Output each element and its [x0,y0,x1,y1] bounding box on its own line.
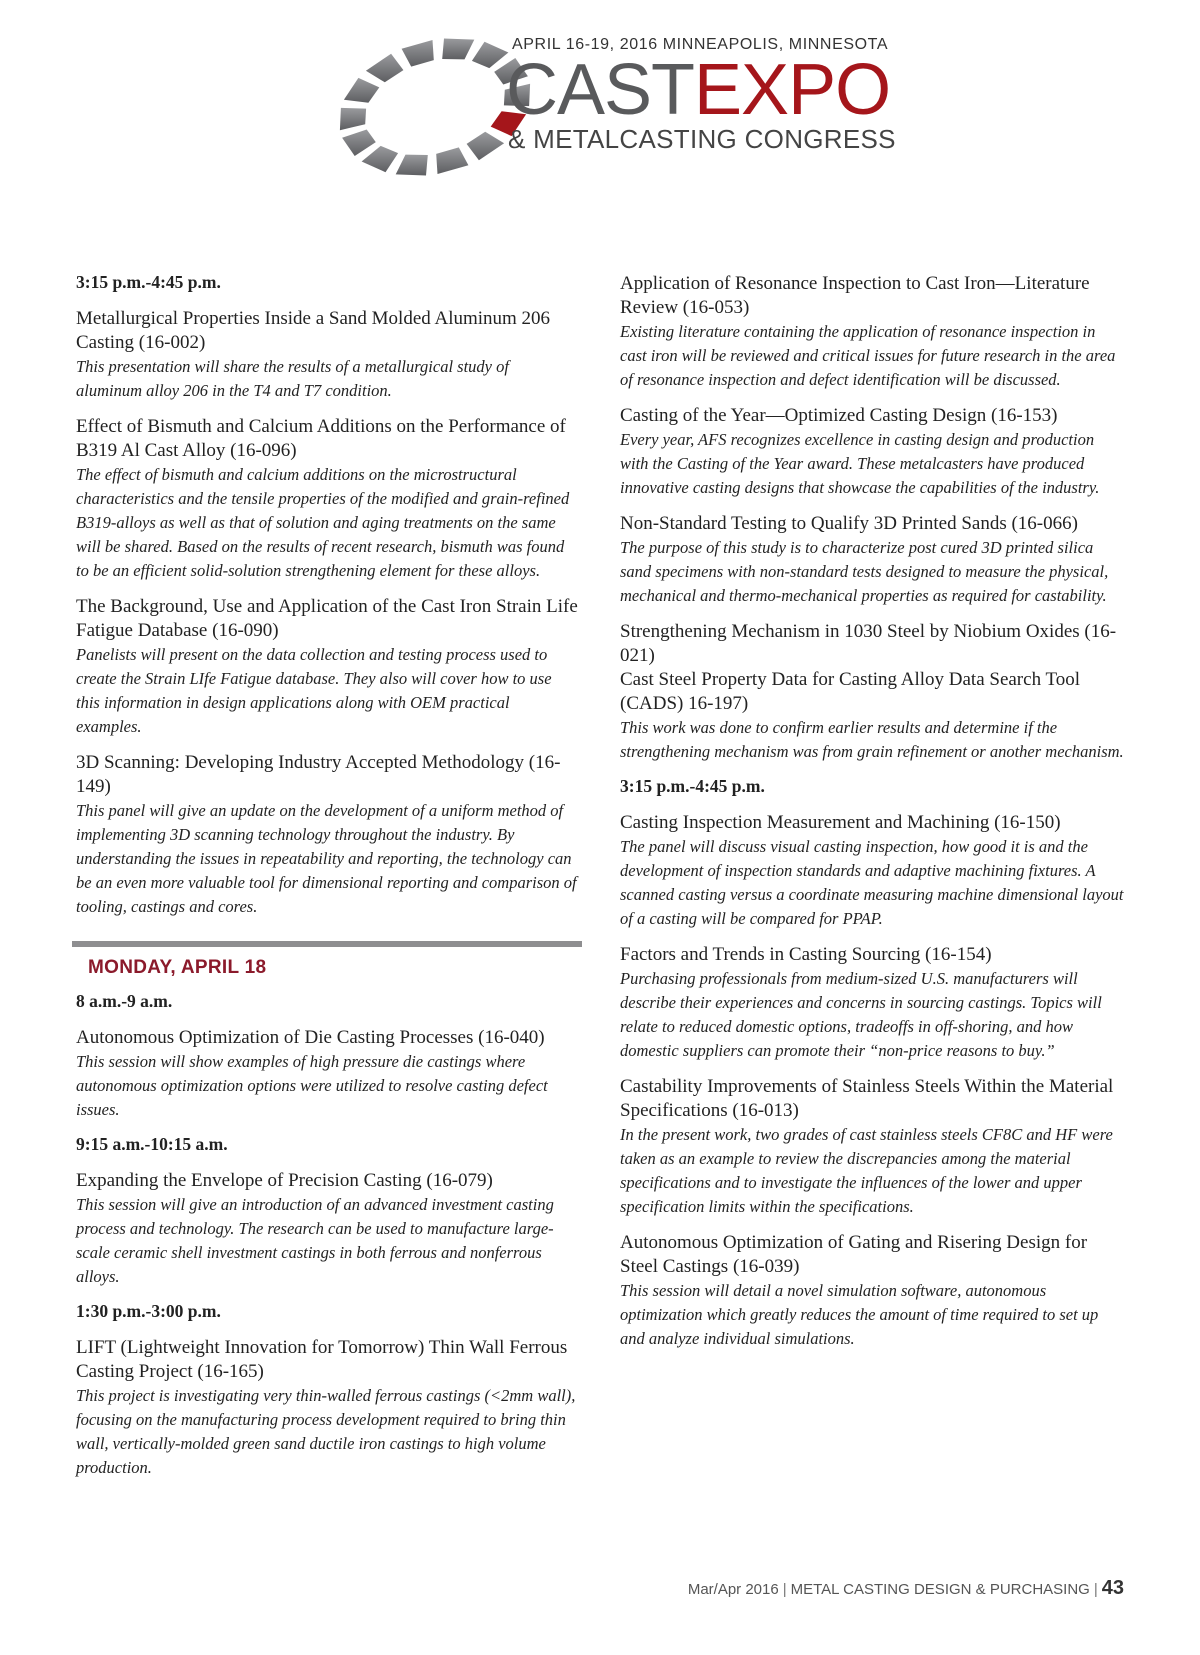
left-column [76,272,578,1492]
session-description: This panel will give an update on the development of a uniform method of implementing 3D scanning technology throughout the industry. By understanding the issues in repeatability and reporting, the technology can be an even more valuable tool for dimensional reporting and comparison of tooling, castings and cores. [76,801,577,916]
session-item [620,811,1126,931]
session-title: Effect of Bismuth and Calcium Additions on the Performance of B319 Al Cast Alloy (16-096) [76,416,566,461]
session-title: The Background, Use and Application of the Cast Iron Strain Life Fatigue Database (16-090) [76,596,578,641]
day-heading: MONDAY, APRIL 18 [88,957,267,978]
session-title: Factors and Trends in Casting Sourcing (16-154) [620,944,992,965]
logo-ring-segment [344,78,379,103]
session-description: Panelists will present on the data collection and testing process used to create the Strain LIfe Fatigue database. They also will cover how to use this information in design applications along with OEM practical examples. [76,645,552,736]
time-slot: 3:15 p.m.-4:45 p.m. [76,272,221,292]
session-description: Existing literature containing the application of resonance inspection in cast iron will be reviewed and critical issues for future research in the area of resonance inspection and defect identification will be discussed. [620,322,1116,389]
session-title: Non-Standard Testing to Qualify 3D Printed Sands (16-066) [620,513,1078,534]
session-title: LIFT (Lightweight Innovation for Tomorrow) Thin Wall Ferrous Casting Project (16-165) [76,1337,568,1382]
logo-ring-segment [467,132,505,161]
session-item [76,1026,578,1122]
session-item [76,751,578,919]
logo-ring-segment [472,42,509,68]
page-header [0,0,1200,210]
logo-ring-segment [340,108,366,130]
time-slot: 8 a.m.-9 a.m. [76,991,173,1011]
time-slot: 3:15 p.m.-4:45 p.m. [620,776,765,796]
event-date: APRIL 16-19, 2016 MINNEAPOLIS, MINNESOTA [512,36,889,53]
session-item [76,415,578,583]
page-footer [688,1577,1124,1600]
session-title: Strengthening Mechanism in 1030 Steel by Niobium Oxides (16-021) [620,621,1117,666]
session-title: Autonomous Optimization of Gating and Risering Design for Steel Castings (16-039) [620,1232,1088,1277]
brand-cast: CAST [506,50,695,130]
session-title: Castability Improvements of Stainless Steels Within the Material Specifications (16-013) [620,1076,1114,1121]
session-description: Purchasing professionals from medium-sized U.S. manufacturers will describe their experiences and concerns in sourcing castings. Topics will relate to reduced domestic options, tradeoffs in off-shoring, and how domestic suppliers can promote their “non-price reasons to buy.” [620,969,1102,1060]
brand-expo: EXPO [694,50,891,130]
session-title: Autonomous Optimization of Die Casting Processes (16-040) [76,1027,545,1048]
logo-ring-segment [396,155,428,176]
session-item [620,272,1126,392]
session-title: Application of Resonance Inspection to Cast Iron—Literature Review (16-053) [620,273,1090,318]
brand-congress: & METALCASTING CONGRESS [508,124,896,154]
session-description: The panel will discuss visual casting inspection, how good it is and the development of inspection standards and adaptive machining fixtures. A scanned casting versus a coordinate measuring machine dimensional layout of a casting will be compared for PPAP. [620,837,1124,928]
session-description: Every year, AFS recognizes excellence in casting design and production with the Casting of the Year award. These metalcasters have produced innovative casting designs that showcase the capabilities of the industry. [620,430,1100,497]
session-item [620,404,1126,500]
page-number: 43 [1101,1577,1124,1599]
day-divider [72,941,582,947]
session-item [620,1231,1126,1351]
logo-ring-segment [402,40,434,67]
footer-issue: Mar/Apr 2016 [687,1581,779,1598]
session-description: This session will give an introduction of an advanced investment casting process and technology. The research can be used to manufacture large-scale ceramic shell investment castings in both ferrous and nonferrous alloys. [76,1195,554,1286]
session-title: Casting Inspection Measurement and Machining (16-150) [620,812,1061,833]
session-item [620,1075,1126,1219]
session-title-secondary: Cast Steel Property Data for Casting Alloy Data Search Tool (CADS) 16-197) [620,669,1081,714]
right-column [620,272,1126,1363]
session-description: The purpose of this study is to characterize post cured 3D printed silica sand specimens with non-standard tests designed to measure the physical, mechanical and thermo-mechanical properties as required for castability. [620,538,1109,605]
footer-separator: | [782,1581,787,1598]
session-description: This work was done to confirm earlier results and determine if the strengthening mechanism was from grain refinement or another mechanism. [620,718,1124,761]
session-description: In the present work, two grades of cast stainless steels CF8C and HF were taken as an example to review the discrepancies among the material specifications and to investigate the influences of the lower and upper specification limits within the specifications. [620,1125,1113,1216]
session-description: This presentation will share the results of a metallurgical study of aluminum alloy 206 in the T4 and T7 condition. [76,357,509,400]
session-item [76,595,578,739]
footer-separator: | [1093,1581,1098,1598]
session-item [76,307,578,403]
brand-wordmark [506,50,890,130]
session-item [76,1336,578,1480]
logo-ring-segment [442,39,474,60]
session-item [620,943,1126,1063]
session-title: Casting of the Year—Optimized Casting Design (16-153) [620,405,1058,426]
session-description: This session will show examples of high pressure die castings where autonomous optimization options were utilized to resolve casting defect issues. [76,1052,548,1119]
castexpo-logo-ring [335,25,535,190]
session-item [620,620,1126,764]
session-item [620,512,1126,608]
time-slot: 9:15 a.m.-10:15 a.m. [76,1134,228,1154]
logo-ring-segment [362,146,399,172]
session-title: 3D Scanning: Developing Industry Accepted Methodology (16-149) [76,752,561,797]
footer-publication: METAL CASTING DESIGN & PURCHASING [790,1581,1090,1598]
logo-ring-segment [342,130,376,157]
session-description: This session will detail a novel simulation software, autonomous optimization which greatly reduces the amount of time required to set up and analyze individual simulations. [620,1281,1099,1348]
session-description: The effect of bismuth and calcium additions on the microstructural characteristics and the tensile properties of the modified and grain-refined B319-alloys as well as that of solution and aging treatments on the same will be shared. Based on the results of recent research, bismuth was found to be an efficient solid-solution strengthening element for these alloys. [76,465,570,580]
session-description: This project is investigating very thin-walled ferrous castings (<2mm wall), focusing on the manufacturing process development required to bring thin wall, vertically-molded green sand ductile iron castings to high volume production. [76,1386,576,1477]
session-item [76,1169,578,1289]
session-title: Expanding the Envelope of Precision Casting (16-079) [76,1170,493,1191]
logo-ring-segment [436,147,468,174]
logo-ring-segment [366,54,404,83]
time-slot: 1:30 p.m.-3:00 p.m. [76,1301,221,1321]
session-title: Metallurgical Properties Inside a Sand Molded Aluminum 206 Casting (16-002) [76,308,551,353]
